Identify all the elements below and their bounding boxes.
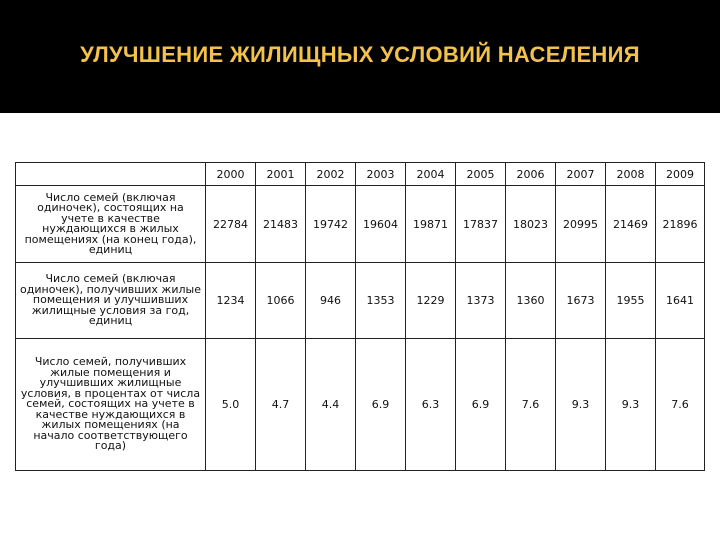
table-cell: 22784: [206, 186, 256, 263]
row-label-improved-percent: Число семей, получивших жилые помещения и улучшивших жилищные условия, в процентах от числа семей, состоящих на учете в качестве нуждающихся в жилых помещениях (на начало соответствующего года): [16, 339, 206, 471]
row-label-families-on-waitlist: Число семей (включая одиночек), состоящих на учете в качестве нуждающихся в жилых помещениях (на конец года), единиц: [16, 186, 206, 263]
row-label-families-improved: Число семей (включая одиночек), получивших жилые помещения и улучшивших жилищные условия за год, единиц: [16, 263, 206, 339]
year-header: 2008: [606, 163, 656, 186]
year-header: 2004: [406, 163, 456, 186]
table-cell: 19742: [306, 186, 356, 263]
table-cell: 17837: [456, 186, 506, 263]
table-cell: 1373: [456, 263, 506, 339]
table-cell: 4.4: [306, 339, 356, 471]
table-row: [16, 263, 705, 339]
table-cell: 1353: [356, 263, 406, 339]
year-header: 2005: [456, 163, 506, 186]
table-cell: 21896: [656, 186, 705, 263]
table-cell: 5.0: [206, 339, 256, 471]
table-cell: 946: [306, 263, 356, 339]
table-cell: 21469: [606, 186, 656, 263]
year-header: 2003: [356, 163, 406, 186]
table-cell: 7.6: [656, 339, 705, 471]
table-cell: 1229: [406, 263, 456, 339]
table-header-row: [16, 163, 705, 186]
table-cell: 1360: [506, 263, 556, 339]
table-cell: 19871: [406, 186, 456, 263]
table-cell: 9.3: [606, 339, 656, 471]
year-header: 2007: [556, 163, 606, 186]
table-row: [16, 186, 705, 263]
table-cell: 20995: [556, 186, 606, 263]
housing-table: [15, 162, 705, 471]
table-cell: 9.3: [556, 339, 606, 471]
year-header: 2009: [656, 163, 705, 186]
table-row: [16, 339, 705, 471]
table-cell: 18023: [506, 186, 556, 263]
year-header: 2001: [256, 163, 306, 186]
page-title: УЛУЧШЕНИЕ ЖИЛИЩНЫХ УСЛОВИЙ НАСЕЛЕНИЯ: [80, 42, 640, 67]
table-cell: 19604: [356, 186, 406, 263]
table-cell: 1955: [606, 263, 656, 339]
table-cell: 4.7: [256, 339, 306, 471]
table-cell: 21483: [256, 186, 306, 263]
table-cell: 6.9: [456, 339, 506, 471]
table-cell: 1234: [206, 263, 256, 339]
year-header: 2006: [506, 163, 556, 186]
table-cell: 1066: [256, 263, 306, 339]
year-header: 2002: [306, 163, 356, 186]
table-cell: 1641: [656, 263, 705, 339]
table-cell: 1673: [556, 263, 606, 339]
year-header: 2000: [206, 163, 256, 186]
table-cell: 7.6: [506, 339, 556, 471]
header-corner: [16, 163, 206, 186]
table-cell: 6.3: [406, 339, 456, 471]
table-cell: 6.9: [356, 339, 406, 471]
